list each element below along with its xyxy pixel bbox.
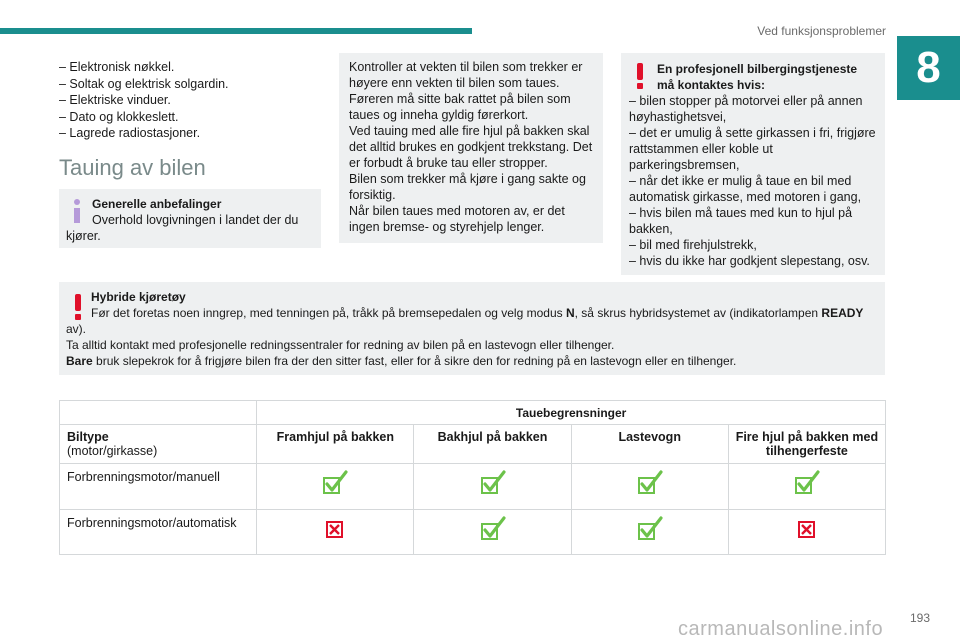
paragraph: Bilen som trekker må kjøre i gang sakte og forsiktig. bbox=[349, 172, 586, 202]
list-item: – bil med firehjulstrekk, bbox=[629, 238, 757, 252]
table-cell bbox=[571, 510, 728, 555]
row-label: Forbrenningsmotor/automatisk bbox=[60, 510, 257, 555]
paragraph: Bare bruk slepekrok for å frigjøre bilen fra der den sitter fast, eller for å sikre den for redning på en lastevogn eller en tilhenger. bbox=[66, 354, 737, 368]
table-column-header: Biltype (motor/girkasse) bbox=[60, 425, 257, 464]
warning-list bbox=[629, 93, 879, 269]
check-icon bbox=[794, 470, 820, 496]
warning-icon bbox=[637, 63, 647, 89]
list-item: – hvis bilen må taues med kun to hjul på bakken, bbox=[629, 206, 853, 236]
warning-box-professional bbox=[621, 53, 885, 275]
list-item: – Soltak og elektrisk solgardin. bbox=[59, 76, 229, 91]
list-item: – Elektronisk nøkkel. bbox=[59, 60, 175, 74]
table-row bbox=[60, 464, 886, 510]
table-column-header: Framhjul på bakken bbox=[257, 425, 414, 464]
warning-box-hybrid bbox=[59, 282, 885, 375]
check-icon bbox=[480, 516, 506, 542]
paragraph: Ta alltid kontakt med profesjonelle redningssentraler for redning av bilen på en lastevogn eller tilhenger. bbox=[66, 338, 615, 352]
feature-list bbox=[59, 59, 321, 142]
cross-icon bbox=[794, 516, 820, 542]
cross-icon bbox=[322, 516, 348, 542]
list-item: – når det ikke er mulig å taue en bil med automatisk girkasse, med motoren i gang, bbox=[629, 174, 862, 204]
table-cell bbox=[257, 464, 414, 510]
info-title: Generelle anbefalinger bbox=[92, 197, 222, 211]
section-title: Tauing av bilen bbox=[59, 155, 206, 180]
info-text: Overhold lovgivningen i landet der du kjører. bbox=[66, 213, 299, 243]
table-column-header: Bakhjul på bakken bbox=[414, 425, 571, 464]
table-cell bbox=[414, 464, 571, 510]
paragraph: Før det foretas noen inngrep, med tenningen på, tråkk på bremsepedalen og velg modus N, så skrus hybridsystemet av (indikatorlampen READY av). bbox=[66, 306, 864, 336]
towing-instructions bbox=[339, 53, 603, 243]
paragraph: Når bilen taues med motoren av, er det ingen bremse- og styrehjelp lenger. bbox=[349, 204, 565, 234]
list-item: – Dato og klokkeslett. bbox=[59, 109, 179, 124]
paragraph: Ved tauing med alle fire hjul på bakken skal det alltid brukes en godkjent trekkstang. Det er forbudt å bruke tau eller stropper. bbox=[349, 124, 593, 170]
table-column-header: Lastevogn bbox=[571, 425, 728, 464]
table-cell bbox=[728, 464, 885, 510]
table-row bbox=[60, 510, 886, 555]
table-column-header: Fire hjul på bakken med tilhengerfeste bbox=[728, 425, 885, 464]
info-box-general bbox=[59, 189, 321, 248]
list-item: – det er umulig å sette girkassen i fri, frigjøre rattstammen eller koble ut parkeringsbremsen, bbox=[629, 126, 876, 172]
list-item: – hvis du ikke har godkjent slepestang, osv. bbox=[629, 254, 870, 268]
check-icon bbox=[480, 470, 506, 496]
watermark: carmanualsonline.info bbox=[678, 618, 884, 640]
table-cell bbox=[571, 464, 728, 510]
check-icon bbox=[637, 516, 663, 542]
table-corner-cell bbox=[60, 401, 257, 425]
table-cell bbox=[414, 510, 571, 555]
table-cell bbox=[728, 510, 885, 555]
warning-title: En profesjonell bilbergingstjeneste må kontaktes hvis: bbox=[657, 62, 858, 92]
list-item: – bilen stopper på motorvei eller på annen høyhastighetsvei, bbox=[629, 94, 863, 124]
check-icon bbox=[322, 470, 348, 496]
row-label: Forbrenningsmotor/manuell bbox=[60, 464, 257, 510]
page-number: 193 bbox=[909, 611, 930, 625]
paragraph: Kontroller at vekten til bilen som trekker er høyere enn vekten til bilen som taues. bbox=[349, 60, 583, 90]
list-item: – Elektriske vinduer. bbox=[59, 93, 171, 107]
paragraph: Føreren må sitte bak rattet på bilen som taues og inneha gyldig førerkort. bbox=[349, 92, 571, 122]
chapter-number: 8 bbox=[897, 36, 960, 100]
table-cell bbox=[257, 510, 414, 555]
list-item: – Lagrede radiostasjoner. bbox=[59, 126, 201, 140]
warning-body bbox=[66, 305, 878, 369]
warning-title: Hybride kjøretøy bbox=[91, 290, 186, 304]
header-accent-bar bbox=[0, 28, 472, 34]
page-header-title: Ved funksjonsproblemer bbox=[757, 24, 886, 38]
check-icon bbox=[637, 470, 663, 496]
table-group-header: Tauebegrensninger bbox=[257, 401, 886, 425]
towing-table bbox=[59, 400, 886, 555]
